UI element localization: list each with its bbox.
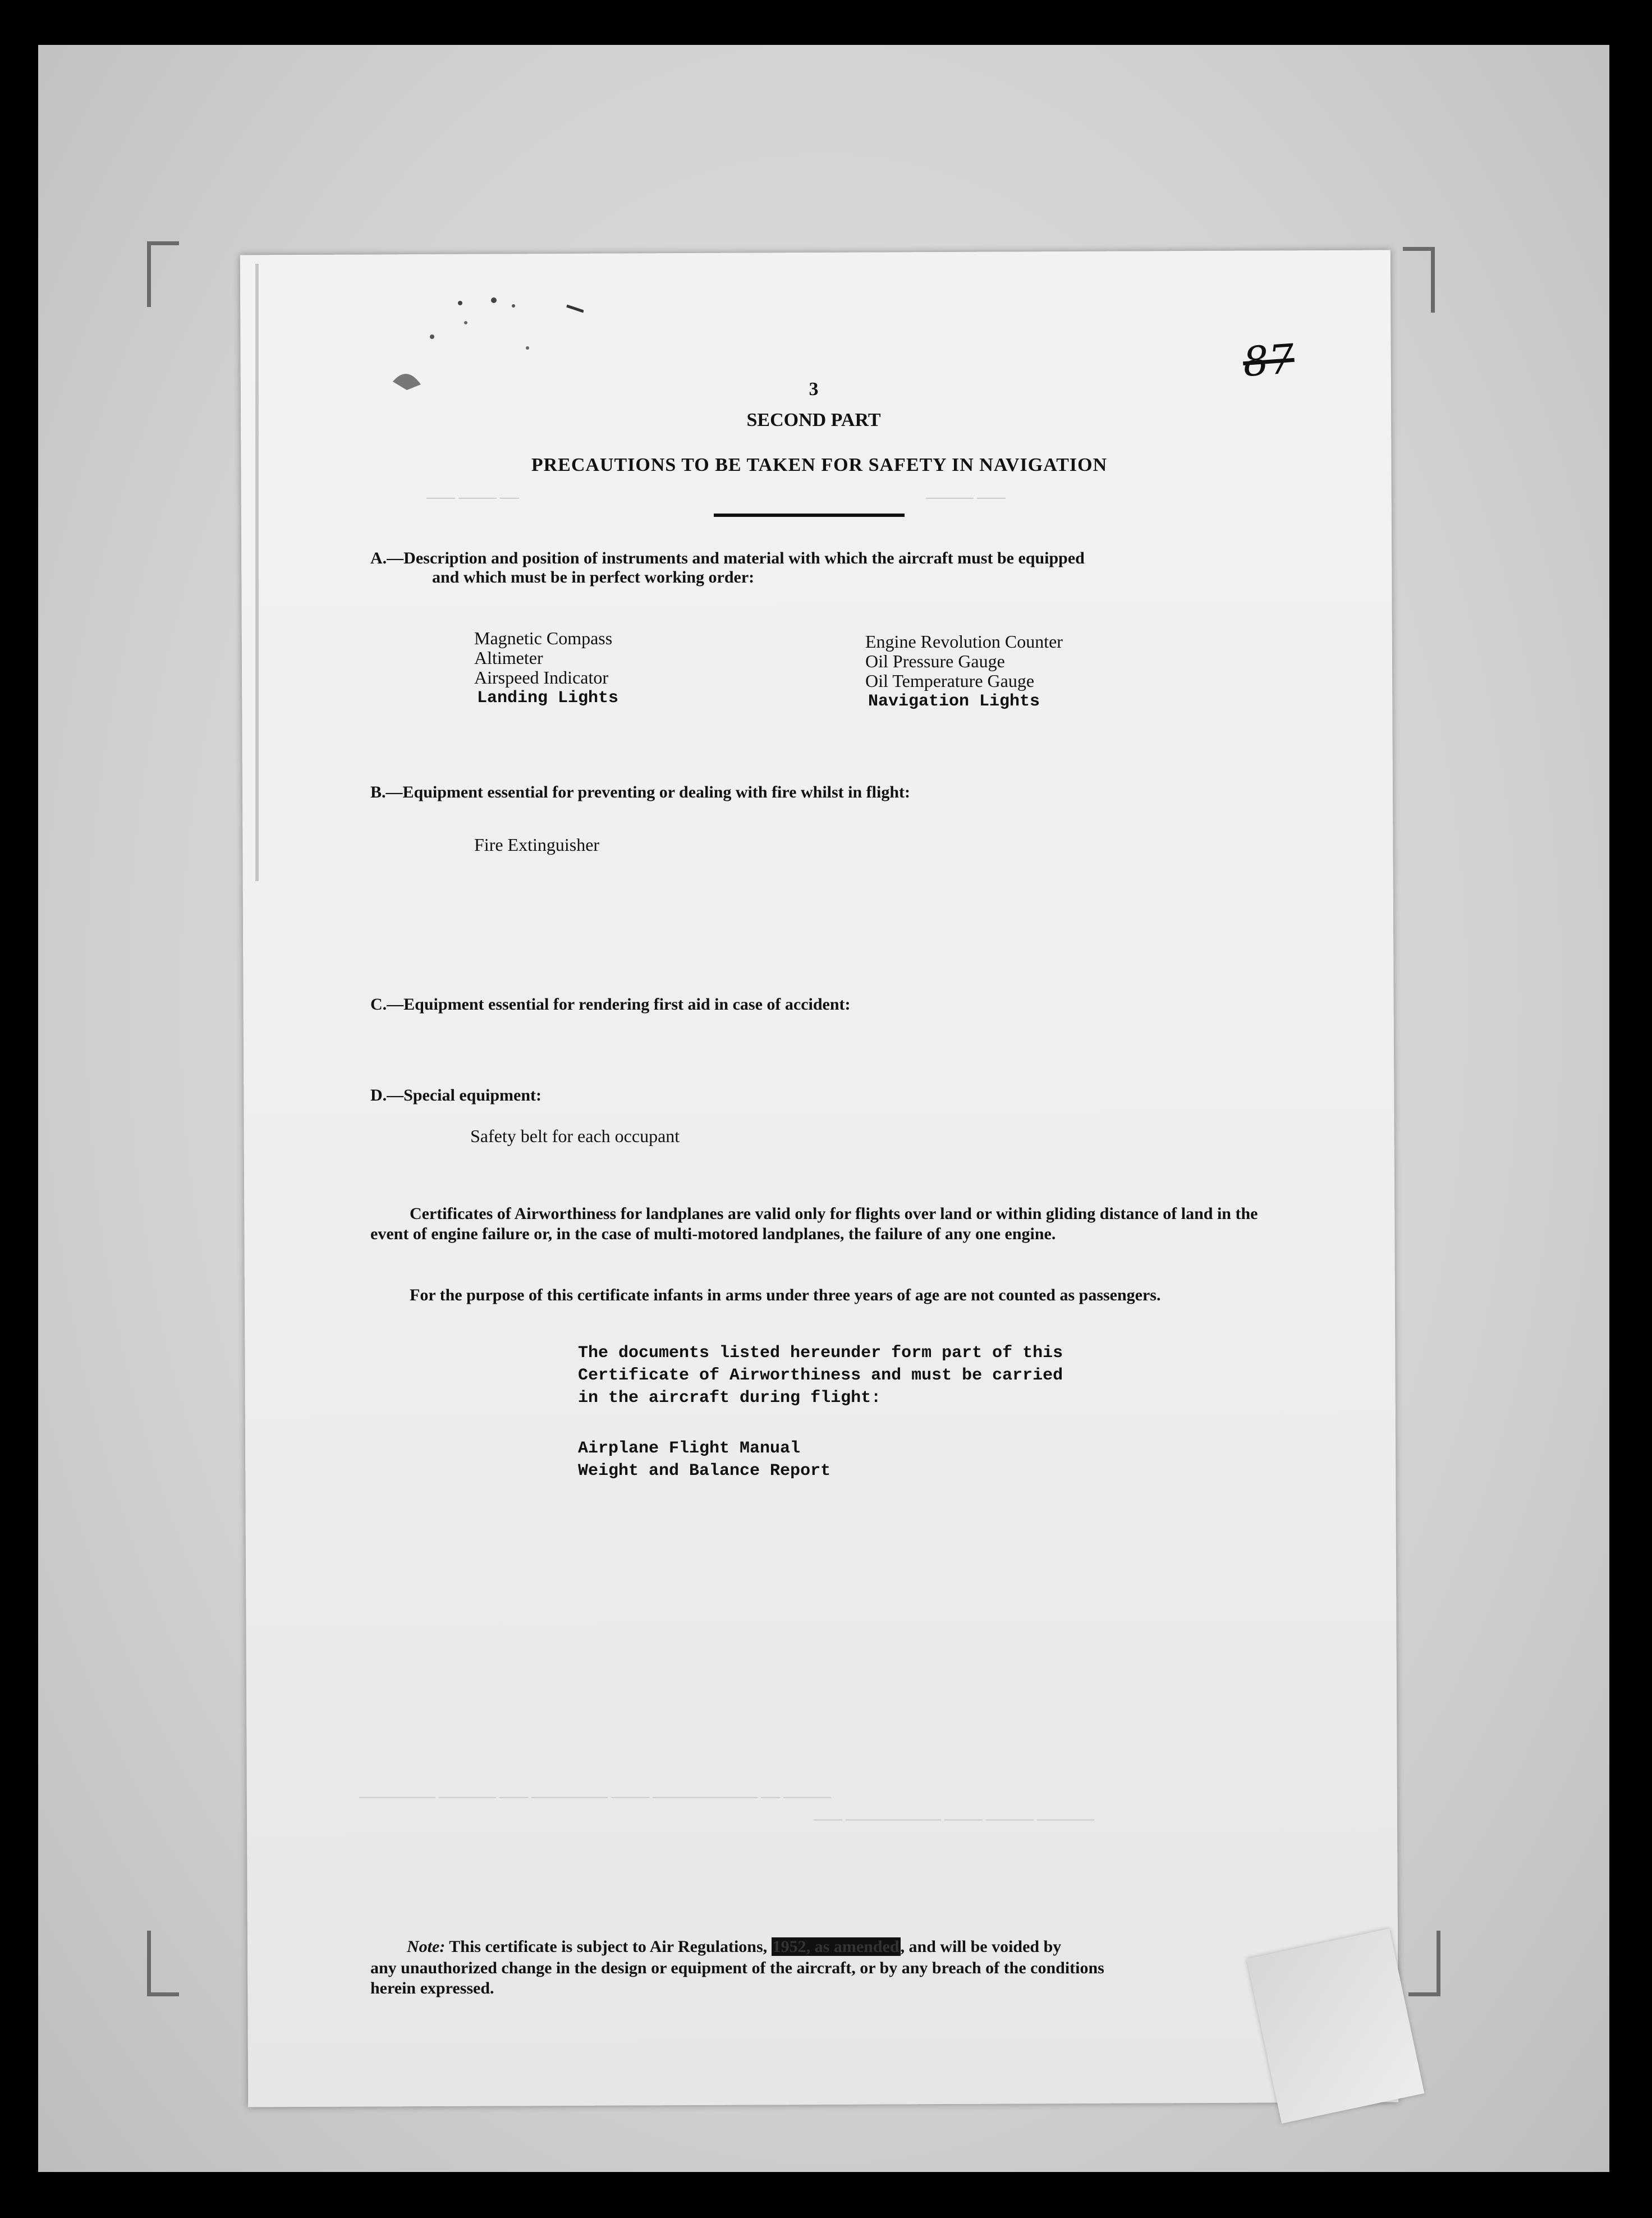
section-d-heading: D.—Special equipment: [370,1086,542,1105]
frame-corner-mark [147,241,179,307]
frame-corner-mark [1408,1931,1440,1996]
note-line [407,1937,1061,1956]
frame-corner-mark [147,1931,179,1996]
list-item: Engine Revolution Counter [865,631,1063,652]
note-line: any unauthorized change in the design or equipment of the aircraft, or by any breach of the conditions [370,1959,1104,1977]
page-number: 3 [809,379,819,400]
documents-intro-line: in the aircraft during flight: [578,1388,882,1408]
list-item: Fire Extinguisher [474,835,600,855]
list-item: Altimeter [474,648,543,668]
frame-corner-mark [1403,247,1435,313]
documents-intro-line: The documents listed hereunder form part of this [578,1344,1063,1363]
section-a-heading-cont: and which must be in perfect working order: [432,568,755,586]
bleed-through-mark: ───── ─── [926,491,1006,506]
list-item: Navigation Lights [868,692,1040,711]
documents-intro-line: Certificate of Airworthiness and must be carried [578,1366,1063,1385]
list-item: Landing Lights [477,689,619,708]
note-label: Note: [407,1937,446,1956]
list-item: Magnetic Compass [474,628,613,648]
page-title: PRECAUTIONS TO BE TAKEN FOR SAFETY IN NAVIGATION [531,455,1108,475]
note-text-end: , and will be voided by [900,1937,1062,1956]
landplanes-paragraph: Certificates of Airworthiness for landplanes are valid only for flights over land or within gliding distance of land in the event of engine failure or, in the case of multi-motored landplanes, the failure of any one engine. [370,1204,1258,1243]
section-a-heading: A.—Description and position of instruments and material with which the aircraft must be equipped [370,549,1085,567]
list-item: Oil Pressure Gauge [865,651,1005,671]
title-underline [714,514,905,517]
bleed-through-mark: ─── ────────── ──── ───── ────── [814,1813,1095,1827]
ink-specks [382,286,584,415]
sheet-edge-shadow [255,264,259,881]
handwritten-page-mark: 87 [1241,334,1296,386]
document-item: Weight and Balance Report [578,1461,831,1481]
struck-text: 1952, as amended [772,1937,900,1956]
list-item: Safety belt for each occupant [470,1126,680,1146]
note-line: herein expressed. [370,1979,494,1997]
document-item: Airplane Flight Manual [578,1439,801,1458]
section-c-heading: C.—Equipment essential for rendering first aid in case of accident: [370,995,851,1014]
list-item: Airspeed Indicator [474,667,609,688]
note-text: This certificate is subject to Air Regulations, [449,1937,768,1956]
bleed-through-mark: ─── ──── ── [426,491,520,506]
section-b-heading: B.—Equipment essential for preventing or dealing with fire whilst in flight: [370,783,911,801]
list-item: Oil Temperature Gauge [865,671,1035,691]
bleed-through-mark: ──────── ────── ─── ──────── ──── ─────────── ── ───── [359,1790,832,1805]
infants-paragraph: For the purpose of this certificate infants in arms under three years of age are not counted as passengers. [410,1286,1161,1304]
document-sheet [240,250,1398,2107]
part-title: SECOND PART [746,410,881,430]
